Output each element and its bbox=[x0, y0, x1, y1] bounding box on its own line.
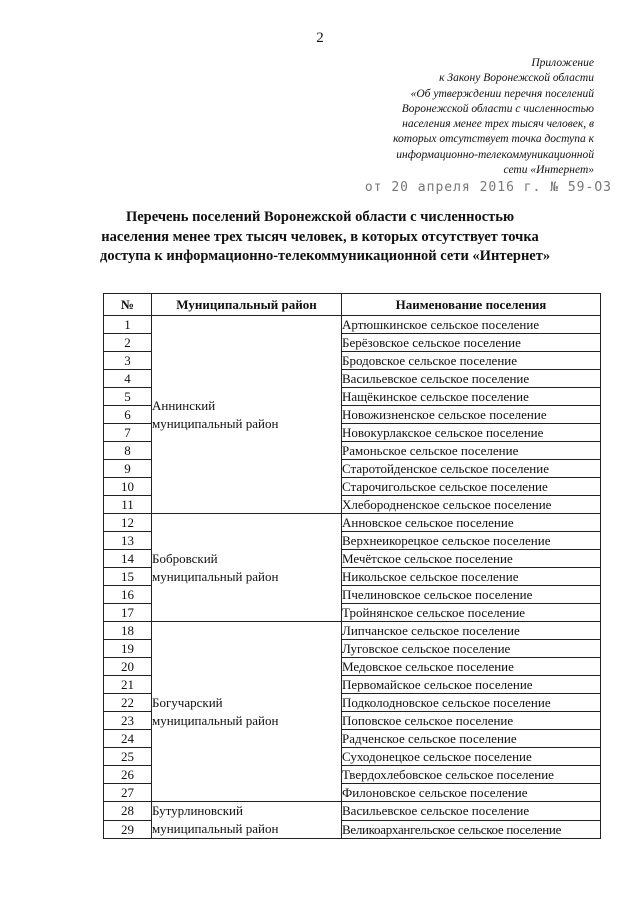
appendix-line: Воронежской области с численностью bbox=[401, 102, 594, 115]
table-body bbox=[104, 316, 601, 839]
settlement-name: Хлебородненское сельское поселение bbox=[342, 496, 601, 514]
appendix-line: которых отсутствует точка доступа к bbox=[393, 133, 594, 146]
page-number: 2 bbox=[316, 30, 324, 46]
header-settlement: Наименование поселения bbox=[342, 294, 601, 316]
row-number: 22 bbox=[104, 694, 152, 712]
district-type: муниципальный район bbox=[152, 821, 279, 836]
settlement-name: Анновское сельское поселение bbox=[342, 514, 601, 532]
appendix-line: сети «Интернет» bbox=[503, 164, 594, 177]
settlement-name: Верхнеикорецкое сельское поселение bbox=[342, 532, 601, 550]
row-number: 7 bbox=[104, 424, 152, 442]
settlement-name: Бродовское сельское поселение bbox=[342, 352, 601, 370]
document-title bbox=[100, 208, 551, 267]
row-number: 19 bbox=[104, 640, 152, 658]
row-number: 16 bbox=[104, 586, 152, 604]
row-number: 18 bbox=[104, 622, 152, 640]
settlement-name: Новокурлакское сельское поселение bbox=[342, 424, 601, 442]
settlements-table bbox=[103, 293, 601, 839]
settlement-name: Старочигольское сельское поселение bbox=[342, 478, 601, 496]
appendix-line: информационно-телекоммуникационной bbox=[396, 148, 594, 161]
settlement-name: Радченское сельское поселение bbox=[342, 730, 601, 748]
settlement-name: Мечётское сельское поселение bbox=[342, 550, 601, 568]
district-type: муниципальный район bbox=[152, 568, 279, 584]
settlement-name: Нащёкинское сельское поселение bbox=[342, 388, 601, 406]
law-date-stamp: от 20 апреля 2016 г. № 59-ОЗ bbox=[364, 180, 612, 195]
table-row bbox=[104, 802, 601, 821]
settlement-name: Васильевское сельское поселение bbox=[342, 370, 601, 388]
row-number: 27 bbox=[104, 784, 152, 802]
settlement-name: Первомайское сельское поселение bbox=[342, 676, 601, 694]
appendix-line: к Закону Воронежской области bbox=[439, 72, 594, 85]
row-number: 25 bbox=[104, 748, 152, 766]
table-row bbox=[104, 622, 601, 640]
settlement-name: Суходонецкое сельское поселение bbox=[342, 748, 601, 766]
table-row bbox=[104, 514, 601, 532]
settlement-name: Тройнянское сельское поселение bbox=[342, 604, 601, 622]
district-type: муниципальный район bbox=[152, 712, 279, 728]
settlement-name: Великоархангельское сельское поселение bbox=[342, 820, 601, 839]
settlement-name: Подколодновское сельское поселение bbox=[342, 694, 601, 712]
row-number: 14 bbox=[104, 550, 152, 568]
row-number: 24 bbox=[104, 730, 152, 748]
settlement-name: Рамоньское сельское поселение bbox=[342, 442, 601, 460]
row-number: 20 bbox=[104, 658, 152, 676]
title-line: населения менее трех тысяч человек, в которых отсутствует точка bbox=[101, 228, 539, 245]
row-number: 1 bbox=[104, 316, 152, 334]
settlement-name: Пчелиновское сельское поселение bbox=[342, 586, 601, 604]
title-line: доступа к информационно-телекоммуникационной сети «Интернет» bbox=[100, 248, 551, 264]
row-number: 6 bbox=[104, 406, 152, 424]
settlement-name: Старотойденское сельское поселение bbox=[342, 460, 601, 478]
district-name: Богучарский bbox=[152, 694, 223, 710]
district-cell bbox=[152, 622, 342, 802]
appendix-line: Приложение bbox=[531, 57, 594, 69]
row-number: 3 bbox=[104, 352, 152, 370]
settlement-name: Луговское сельское поселение bbox=[342, 640, 601, 658]
row-number: 8 bbox=[104, 442, 152, 460]
settlement-name: Поповское сельское поселение bbox=[342, 712, 601, 730]
table-header-row bbox=[104, 294, 601, 316]
district-type: муниципальный район bbox=[152, 415, 279, 431]
settlement-name: Васильевское сельское поселение bbox=[342, 802, 601, 821]
settlement-name: Новожизненское сельское поселение bbox=[342, 406, 601, 424]
appendix-line: населения менее трех тысяч человек, в bbox=[402, 118, 594, 131]
row-number: 2 bbox=[104, 334, 152, 352]
row-number: 17 bbox=[104, 604, 152, 622]
row-number: 11 bbox=[104, 496, 152, 514]
table-row bbox=[104, 316, 601, 334]
row-number: 29 bbox=[104, 820, 152, 839]
row-number: 28 bbox=[104, 802, 152, 821]
settlement-name: Берёзовское сельское поселение bbox=[342, 334, 601, 352]
district-name: Аннинский bbox=[152, 397, 216, 413]
row-number: 21 bbox=[104, 676, 152, 694]
settlement-name: Артюшкинское сельское поселение bbox=[342, 316, 601, 334]
appendix-heading bbox=[334, 56, 594, 178]
row-number: 26 bbox=[104, 766, 152, 784]
settlement-name: Филоновское сельское поселение bbox=[342, 784, 601, 802]
header-district: Муниципальный район bbox=[152, 294, 342, 316]
row-number: 23 bbox=[104, 712, 152, 730]
row-number: 5 bbox=[104, 388, 152, 406]
header-number: № bbox=[104, 294, 152, 316]
title-line: Перечень поселений Воронежской области с численностью bbox=[125, 209, 515, 225]
settlement-name: Никольское сельское поселение bbox=[342, 568, 601, 586]
settlement-name: Липчанское сельское поселение bbox=[342, 622, 601, 640]
district-cell bbox=[152, 514, 342, 622]
row-number: 10 bbox=[104, 478, 152, 496]
row-number: 15 bbox=[104, 568, 152, 586]
row-number: 12 bbox=[104, 514, 152, 532]
row-number: 4 bbox=[104, 370, 152, 388]
settlement-name: Твердохлебовское сельское поселение bbox=[342, 766, 601, 784]
district-name: Бутурлиновский bbox=[152, 803, 243, 818]
row-number: 13 bbox=[104, 532, 152, 550]
settlement-name: Медовское сельское поселение bbox=[342, 658, 601, 676]
district-name: Бобровский bbox=[152, 550, 218, 566]
district-cell bbox=[152, 316, 342, 514]
row-number: 9 bbox=[104, 460, 152, 478]
appendix-line: «Об утверждении перечня поселений bbox=[410, 87, 594, 100]
district-cell bbox=[152, 802, 342, 839]
